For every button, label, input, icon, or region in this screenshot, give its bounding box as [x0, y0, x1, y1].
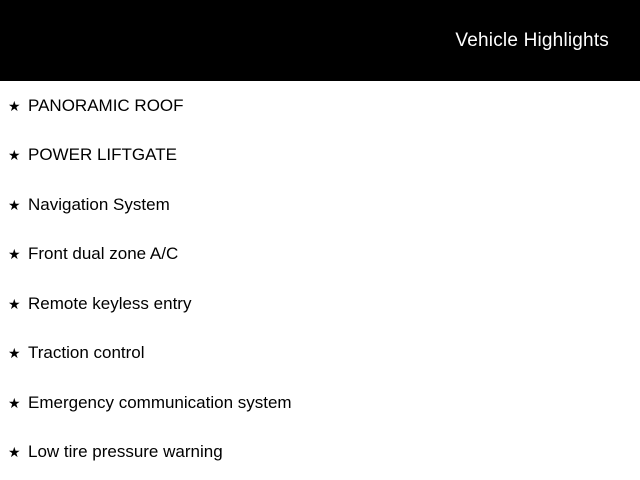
star-icon: ★	[8, 97, 21, 114]
list-item-label: Navigation System	[28, 194, 170, 214]
vehicle-highlights-list	[0, 81, 640, 477]
star-icon: ★	[8, 444, 21, 461]
star-icon: ★	[8, 246, 21, 263]
star-icon: ★	[8, 394, 21, 411]
header-bar	[0, 0, 640, 81]
list-item	[0, 329, 640, 379]
star-icon: ★	[8, 295, 21, 312]
list-item	[0, 279, 640, 329]
page-title: Vehicle Highlights	[455, 30, 609, 51]
list-item-label: PANORAMIC ROOF	[28, 95, 184, 115]
list-item	[0, 180, 640, 230]
star-icon: ★	[8, 196, 21, 213]
star-icon: ★	[8, 345, 21, 362]
list-item-label: Front dual zone A/C	[28, 244, 179, 264]
list-item-label: Remote keyless entry	[28, 293, 192, 313]
list-item-label: Emergency communication system	[28, 392, 292, 412]
list-item	[0, 131, 640, 181]
list-item-label: Low tire pressure warning	[28, 442, 223, 462]
list-item-label: POWER LIFTGATE	[28, 145, 177, 165]
list-item	[0, 378, 640, 428]
list-item	[0, 81, 640, 131]
list-item	[0, 230, 640, 280]
list-item	[0, 428, 640, 478]
star-icon: ★	[8, 147, 21, 164]
list-item-label: Traction control	[28, 343, 145, 363]
